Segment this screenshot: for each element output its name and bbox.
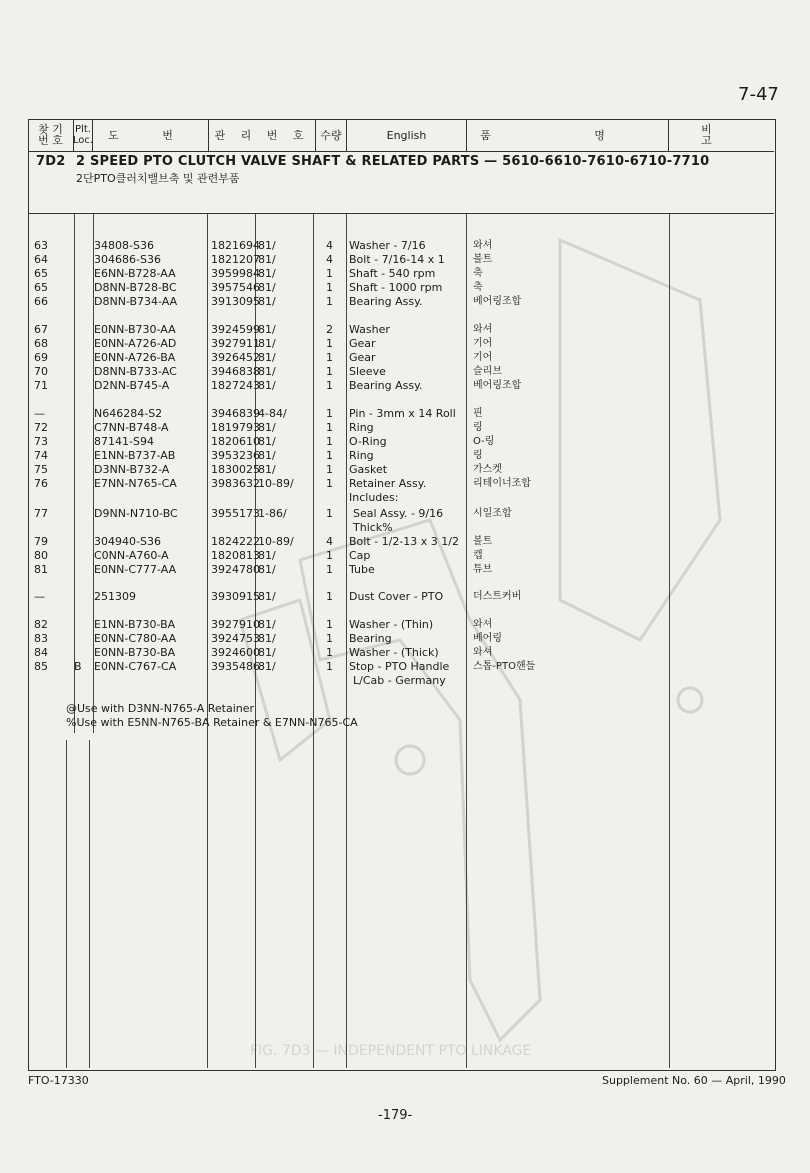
column-divider [66,740,67,1068]
management-number: 3927911 [211,337,260,350]
quantity: 4 [326,239,333,252]
english-description: Bolt - 7/16-14 x 1 [349,253,445,266]
korean-description: 링 [473,422,483,433]
quantity: 1 [326,549,333,562]
table-row [0,618,810,632]
english-description: Bearing Assy. [349,379,423,392]
change-code: 1-86/ [258,507,287,520]
management-number: 1820610 [211,435,260,448]
korean-description: 축 [473,268,483,279]
quantity: 1 [326,563,333,576]
part-number: 251309 [94,590,136,603]
change-code: 81/ [258,563,276,576]
english-description: Gasket [349,463,388,476]
quantity: 1 [326,379,333,392]
korean-description: 슬리브 [473,366,502,377]
change-code: 81/ [258,295,276,308]
management-number: 3946839 [211,407,260,420]
change-code: 10-89/ [258,477,294,490]
section-title: 2 SPEED PTO CLUTCH VALVE SHAFT & RELATED PARTS — 5610-6610-7610-6710-7710 [76,154,710,169]
management-number: 3926452 [211,351,260,364]
table-row [0,323,810,337]
management-number: 3930915 [211,590,260,603]
part-number: E0NN-B730-AA [94,323,176,336]
korean-description: 튜브 [473,564,493,575]
change-code: 81/ [258,632,276,645]
english-description: L/Cab - Germany [353,674,446,687]
korean-description: 볼트 [473,254,493,265]
change-code: 81/ [258,365,276,378]
table-row [0,337,810,351]
english-description: Ring [349,449,374,462]
korean-description: 핀 [473,408,483,419]
english-description: Washer - (Thick) [349,646,439,659]
ref-number: 81 [34,563,48,576]
ref-number: 69 [34,351,48,364]
management-number: 3935486 [211,660,260,673]
quantity: 1 [326,435,333,448]
change-code: 81/ [258,421,276,434]
management-number: 1824222 [211,535,260,548]
part-number: 304940-S36 [94,535,161,548]
ref-number: 80 [34,549,48,562]
table-row [0,379,810,393]
ref-number: 65 [34,281,48,294]
ref-number: 67 [34,323,48,336]
change-code: 81/ [258,351,276,364]
english-description: Ring [349,421,374,434]
quantity: 1 [326,646,333,659]
ref-number: 68 [34,337,48,350]
supplement-info: Supplement No. 60 — April, 1990 [602,1074,786,1087]
english-description: Stop - PTO Handle [349,660,450,673]
table-row [0,549,810,563]
quantity: 1 [326,365,333,378]
part-number: E0NN-C777-AA [94,563,177,576]
management-number: 3959984 [211,267,260,280]
change-code: 81/ [258,646,276,659]
korean-description: 시일조합 [473,508,512,519]
korean-description: 축 [473,282,483,293]
header-quantity: 수량 [316,119,347,151]
korean-description: 볼트 [473,536,493,547]
quantity: 1 [326,590,333,603]
section-heading [36,154,709,169]
korean-description: 베어링 [473,633,502,644]
korean-description: 와셔 [473,240,493,251]
header-management-number: 관 리 번 호 [209,119,316,151]
quantity: 2 [326,323,333,336]
part-number: N646284-S2 [94,407,163,420]
ref-number: 64 [34,253,48,266]
quantity: 1 [326,351,333,364]
change-code: 81/ [258,549,276,562]
part-number: D8NN-B733-AC [94,365,177,378]
table-row [0,239,810,253]
ref-number: — [34,590,45,603]
ref-number: 85 [34,660,48,673]
ref-number: 63 [34,239,48,252]
management-number: 3927910 [211,618,260,631]
quantity: 4 [326,535,333,548]
korean-description: 기어 [473,338,493,349]
table-row [0,407,810,421]
english-description: Gear [349,351,376,364]
table-row [0,435,810,449]
english-description: Washer - 7/16 [349,239,426,252]
table-row [0,632,810,646]
part-number: E1NN-B737-AB [94,449,176,462]
change-code: 81/ [258,463,276,476]
ref-number: 70 [34,365,48,378]
management-number: 1821694 [211,239,260,252]
ref-number: 84 [34,646,48,659]
table-row [0,521,810,535]
quantity: 1 [326,295,333,308]
change-code: 81/ [258,239,276,252]
page-number: 7-47 [738,84,779,105]
part-number: D3NN-B732-A [94,463,170,476]
quantity: 1 [326,421,333,434]
section-divider [28,213,774,214]
change-code: 81/ [258,267,276,280]
table-row [0,507,810,521]
ref-number: 71 [34,379,48,392]
table-row [0,590,810,604]
part-number: C7NN-B748-A [94,421,169,434]
column-divider [89,740,90,1068]
change-code: 81/ [258,660,276,673]
english-description: Washer - (Thin) [349,618,434,631]
part-number: E1NN-B730-BA [94,618,176,631]
management-number: 3924599 [211,323,260,336]
part-number: E0NN-C767-CA [94,660,177,673]
header-remarks: 비 고 [701,123,742,147]
part-number: 304686-S36 [94,253,161,266]
management-number: 3924780 [211,563,260,576]
quantity: 1 [326,507,333,520]
table-row [0,563,810,577]
management-number: 1821207 [211,253,260,266]
footnote-at: @Use with D3NN-N765-A Retainer [66,702,255,715]
korean-description: 와셔 [473,324,493,335]
document-code: FTO-17330 [28,1074,89,1087]
english-description: Shaft - 1000 rpm [349,281,443,294]
quantity: 1 [326,660,333,673]
section-code: 7D2 [36,154,66,169]
table-row [0,646,810,660]
ref-number: 74 [34,449,48,462]
quantity: 1 [326,632,333,645]
plant-location: B [74,660,82,673]
ref-number: 82 [34,618,48,631]
page-folio: -179- [378,1108,413,1123]
korean-description: 가스켓 [473,464,502,475]
management-number: 3953236 [211,449,260,462]
korean-description: 베어링조합 [473,380,522,391]
english-description: Shaft - 540 rpm [349,267,436,280]
english-description: Gear [349,337,376,350]
ghost-caption: FIG. 7D3 — INDEPENDENT PTO LINKAGE [250,1043,532,1059]
quantity: 1 [326,407,333,420]
ref-number: 72 [34,421,48,434]
quantity: 1 [326,463,333,476]
change-code: 81/ [258,618,276,631]
footnote-percent: %Use with E5NN-N765-BA Retainer & E7NN-N765-CA [66,716,358,729]
english-description: Thick% [353,521,393,534]
english-description: Bearing Assy. [349,295,423,308]
ref-number: 77 [34,507,48,520]
ref-number: 79 [34,535,48,548]
ref-number: 76 [34,477,48,490]
english-description: Includes: [349,491,399,504]
table-row [0,463,810,477]
quantity: 4 [326,253,333,266]
management-number: 3983632 [211,477,260,490]
management-number: 1820813 [211,549,260,562]
management-number: 3946838 [211,365,260,378]
part-number: E0NN-B730-BA [94,646,176,659]
table-row [0,660,810,674]
management-number: 1827243 [211,379,260,392]
quantity: 1 [326,337,333,350]
ref-number: 65 [34,267,48,280]
change-code: 4-84/ [258,407,287,420]
part-number: E6NN-B728-AA [94,267,176,280]
table-row [0,281,810,295]
table-row [0,351,810,365]
change-code: 81/ [258,323,276,336]
change-code: 81/ [258,449,276,462]
english-description: Bolt - 1/2-13 x 3 1/2 [349,535,459,548]
table-row [0,449,810,463]
header-english: English [347,119,467,151]
part-number: E0NN-C780-AA [94,632,177,645]
section-title-korean: 2단PTO클러치밸브축 및 관련부품 [76,172,240,185]
english-description: Pin - 3mm x 14 Roll [349,407,456,420]
management-number: 3924600 [211,646,260,659]
header-ref-no: 찾 기 번 호 [28,119,74,151]
table-row [0,477,810,491]
change-code: 81/ [258,337,276,350]
change-code: 10-89/ [258,535,294,548]
header-korean-name: 품 명 [467,119,669,151]
korean-description: 캡 [473,550,483,561]
change-code: 81/ [258,379,276,392]
table-row [0,253,810,267]
english-description: Dust Cover - PTO [349,590,444,603]
table-row [0,674,810,688]
table-row [0,295,810,309]
part-number: D8NN-B728-BC [94,281,177,294]
management-number: 1819793 [211,421,260,434]
ref-number: 66 [34,295,48,308]
english-description: Sleeve [349,365,386,378]
quantity: 1 [326,267,333,280]
change-code: 81/ [258,281,276,294]
table-row [0,267,810,281]
ref-number: 75 [34,463,48,476]
part-number: 87141-S94 [94,435,154,448]
ref-number: — [34,407,45,420]
management-number: 3913095 [211,295,260,308]
quantity: 1 [326,281,333,294]
management-number: 1830025 [211,463,260,476]
korean-description: O-링 [473,436,495,447]
part-number: 34808-S36 [94,239,154,252]
change-code: 81/ [258,435,276,448]
quantity: 1 [326,618,333,631]
quantity: 1 [326,477,333,490]
table-header [28,119,774,152]
quantity: 1 [326,449,333,462]
english-description: Washer [349,323,390,336]
table-row [0,421,810,435]
part-number: C0NN-A760-A [94,549,169,562]
english-description: O-Ring [349,435,387,448]
part-number: D8NN-B734-AA [94,295,178,308]
management-number: 3957546 [211,281,260,294]
management-number: 3924753 [211,632,260,645]
korean-description: 링 [473,450,483,461]
english-description: Seal Assy. - 9/16 [353,507,444,520]
change-code: 81/ [258,253,276,266]
management-number: 3955173 [211,507,260,520]
part-number: D2NN-B745-A [94,379,170,392]
part-number: E7NN-N765-CA [94,477,177,490]
english-description: Retainer Assy. [349,477,427,490]
english-description: Cap [349,549,371,562]
change-code: 81/ [258,590,276,603]
header-part-number: 도 번 [93,119,209,151]
header-plant-location: Plt. Loc. [74,119,93,151]
part-number: D9NN-N710-BC [94,507,178,520]
table-row [0,365,810,379]
korean-description: 기어 [473,352,493,363]
ref-number: 83 [34,632,48,645]
english-description: Tube [349,563,375,576]
part-number: E0NN-A726-BA [94,351,176,364]
table-row [0,535,810,549]
korean-description: 스톱-PTO핸들 [473,661,536,672]
korean-description: 와셔 [473,619,493,630]
table-row [0,491,810,505]
ref-number: 73 [34,435,48,448]
korean-description: 베어링조합 [473,296,522,307]
korean-description: 더스트커버 [473,591,522,602]
korean-description: 리테이너조합 [473,478,531,489]
korean-description: 와셔 [473,647,493,658]
english-description: Bearing [349,632,392,645]
part-number: E0NN-A726-AD [94,337,177,350]
